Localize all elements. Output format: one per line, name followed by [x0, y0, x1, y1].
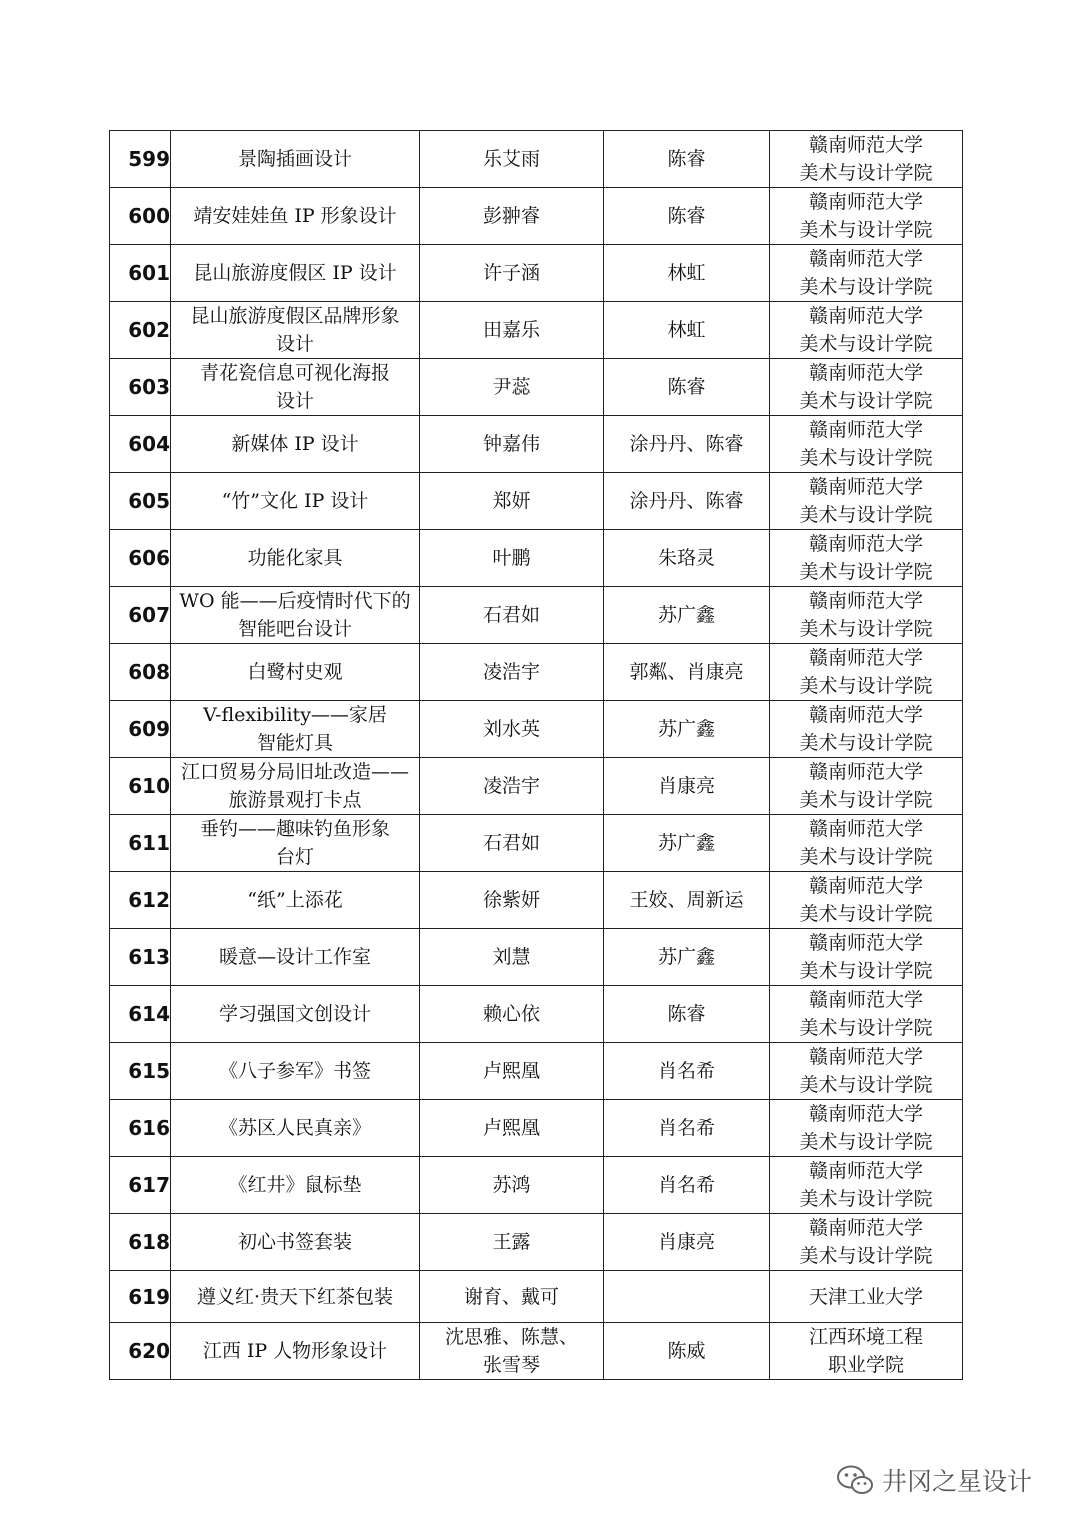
work-title-cell: [171, 302, 420, 359]
work-title-cell: [171, 1100, 420, 1157]
author-names-cell: [420, 644, 604, 701]
school-name: 江西环境工程 职业学院: [808, 1326, 923, 1376]
author-names: 凌浩宇: [482, 775, 540, 797]
work-title-cell: [171, 1323, 420, 1380]
work-title: 垂钓——趣味钓鱼形象 台灯: [199, 818, 390, 868]
work-title: 《红井》鼠标垫: [228, 1174, 362, 1196]
row-number: 600: [128, 204, 170, 228]
row-number-cell: [110, 245, 171, 302]
school-name-cell: [770, 530, 963, 587]
school-name: 赣南师范大学 美术与设计学院: [799, 248, 933, 298]
school-name-cell: [770, 1323, 963, 1380]
advisor-names-cell: [604, 131, 770, 188]
work-title-cell: [171, 872, 420, 929]
school-name-cell: [770, 302, 963, 359]
school-name-cell: [770, 473, 963, 530]
author-names-cell: [420, 530, 604, 587]
table-row: [110, 188, 963, 245]
row-number-cell: [110, 758, 171, 815]
advisor-names: 苏广鑫: [657, 832, 715, 854]
work-title: 昆山旅游度假区品牌形象 设计: [190, 305, 400, 355]
row-number: 609: [128, 717, 170, 741]
table-row: [110, 245, 963, 302]
row-number: 608: [128, 660, 170, 684]
school-name-cell: [770, 245, 963, 302]
work-title-cell: [171, 188, 420, 245]
row-number-cell: [110, 473, 171, 530]
work-title: V-flexibility——家居 智能灯具: [203, 704, 387, 754]
row-number-cell: [110, 815, 171, 872]
author-names: 尹蕊: [492, 376, 531, 398]
school-name: 赣南师范大学 美术与设计学院: [799, 704, 933, 754]
school-name: 赣南师范大学 美术与设计学院: [799, 134, 933, 184]
author-names: 沈思雅、陈慧、 张雪琴: [444, 1326, 578, 1376]
advisor-names: 陈睿: [667, 205, 706, 227]
award-list-table: [109, 130, 963, 1380]
row-number: 612: [128, 888, 170, 912]
school-name: 赣南师范大学 美术与设计学院: [799, 818, 933, 868]
advisor-names: 苏广鑫: [657, 718, 715, 740]
row-number: 614: [128, 1002, 170, 1026]
school-name: 赣南师范大学 美术与设计学院: [799, 1217, 933, 1267]
work-title: 景陶插画设计: [237, 148, 352, 170]
work-title: 功能化家具: [247, 547, 343, 569]
table-row: [110, 929, 963, 986]
advisor-names-cell: [604, 302, 770, 359]
table-row: [110, 473, 963, 530]
row-number: 604: [128, 432, 170, 456]
advisor-names: 陈威: [667, 1340, 706, 1362]
table-row: [110, 986, 963, 1043]
author-names-cell: [420, 872, 604, 929]
advisor-names: 林虹: [667, 262, 706, 284]
watermark-text: 井冈之星设计: [882, 1467, 1033, 1496]
work-title: 靖安娃娃鱼 IP 形象设计: [193, 205, 397, 227]
advisor-names-cell: [604, 473, 770, 530]
author-names: 苏鸿: [492, 1174, 531, 1196]
work-title-cell: [171, 701, 420, 758]
school-name-cell: [770, 872, 963, 929]
work-title-cell: [171, 416, 420, 473]
advisor-names-cell: [604, 644, 770, 701]
work-title: 新媒体 IP 设计: [231, 433, 359, 455]
school-name: 赣南师范大学 美术与设计学院: [799, 476, 933, 526]
author-names-cell: [420, 758, 604, 815]
table-row: [110, 872, 963, 929]
work-title: “纸”上添花: [247, 889, 343, 911]
author-names: 赖心依: [482, 1003, 540, 1025]
row-number-cell: [110, 986, 171, 1043]
advisor-names-cell: [604, 1043, 770, 1100]
table-row: [110, 1043, 963, 1100]
advisor-names: 郭粼、肖康亮: [629, 661, 744, 683]
row-number: 602: [128, 318, 170, 342]
school-name-cell: [770, 131, 963, 188]
advisor-names-cell: [604, 530, 770, 587]
work-title-cell: [171, 1271, 420, 1323]
author-names: 刘慧: [492, 946, 531, 968]
school-name-cell: [770, 188, 963, 245]
work-title-cell: [171, 815, 420, 872]
school-name-cell: [770, 1271, 963, 1323]
row-number: 603: [128, 375, 170, 399]
award-list-body: [110, 131, 963, 1380]
work-title-cell: [171, 1214, 420, 1271]
advisor-names: 王姣、周新运: [629, 889, 744, 911]
advisor-names-cell: [604, 1271, 770, 1323]
school-name-cell: [770, 1214, 963, 1271]
school-name-cell: [770, 1157, 963, 1214]
advisor-names: 朱珞灵: [657, 547, 715, 569]
row-number: 616: [128, 1116, 170, 1140]
advisor-names-cell: [604, 758, 770, 815]
table-row: [110, 1271, 963, 1323]
author-names-cell: [420, 587, 604, 644]
author-names: 乐艾雨: [482, 148, 540, 170]
row-number: 615: [128, 1059, 170, 1083]
advisor-names: 涂丹丹、陈睿: [629, 433, 744, 455]
work-title: 《苏区人民真亲》: [218, 1117, 371, 1139]
author-names-cell: [420, 1323, 604, 1380]
work-title-cell: [171, 530, 420, 587]
school-name-cell: [770, 929, 963, 986]
row-number: 613: [128, 945, 170, 969]
author-names-cell: [420, 929, 604, 986]
advisor-names: 肖康亮: [657, 775, 715, 797]
row-number-cell: [110, 1100, 171, 1157]
row-number-cell: [110, 530, 171, 587]
advisor-names-cell: [604, 815, 770, 872]
row-number: 606: [128, 546, 170, 570]
advisor-names-cell: [604, 416, 770, 473]
author-names: 刘水英: [482, 718, 540, 740]
school-name: 赣南师范大学 美术与设计学院: [799, 191, 933, 241]
school-name-cell: [770, 359, 963, 416]
author-names: 田嘉乐: [482, 319, 540, 341]
advisor-names-cell: [604, 986, 770, 1043]
table-row: [110, 1100, 963, 1157]
school-name-cell: [770, 644, 963, 701]
work-title: WO 能——后疫情时代下的 智能吧台设计: [179, 590, 411, 640]
author-names: 叶鹏: [492, 547, 531, 569]
advisor-names: 肖名希: [657, 1060, 715, 1082]
school-name: 赣南师范大学 美术与设计学院: [799, 932, 933, 982]
work-title: 白鹭村史观: [247, 661, 343, 683]
row-number: 599: [128, 147, 170, 171]
work-title: 暖意—设计工作室: [218, 946, 371, 968]
school-name: 赣南师范大学 美术与设计学院: [799, 989, 933, 1039]
row-number-cell: [110, 1323, 171, 1380]
work-title: 青花瓷信息可视化海报 设计: [199, 362, 390, 412]
work-title-cell: [171, 587, 420, 644]
advisor-names-cell: [604, 929, 770, 986]
author-names-cell: [420, 245, 604, 302]
advisor-names: 涂丹丹、陈睿: [629, 490, 744, 512]
author-names: 王露: [492, 1231, 531, 1253]
advisor-names: 苏广鑫: [657, 604, 715, 626]
row-number: 620: [128, 1339, 170, 1363]
advisor-names-cell: [604, 359, 770, 416]
row-number-cell: [110, 1043, 171, 1100]
author-names-cell: [420, 359, 604, 416]
advisor-names: 陈睿: [667, 376, 706, 398]
advisor-names-cell: [604, 872, 770, 929]
row-number-cell: [110, 872, 171, 929]
author-names-cell: [420, 701, 604, 758]
work-title-cell: [171, 1157, 420, 1214]
watermark: [836, 1458, 1032, 1502]
author-names: 卢熙凰: [482, 1117, 540, 1139]
school-name: 赣南师范大学 美术与设计学院: [799, 1046, 933, 1096]
author-names-cell: [420, 302, 604, 359]
advisor-names-cell: [604, 1157, 770, 1214]
school-name: 赣南师范大学 美术与设计学院: [799, 875, 933, 925]
school-name-cell: [770, 1043, 963, 1100]
work-title: “竹”文化 IP 设计: [221, 490, 369, 512]
work-title-cell: [171, 986, 420, 1043]
author-names: 卢熙凰: [482, 1060, 540, 1082]
author-names-cell: [420, 815, 604, 872]
author-names: 彭翀睿: [482, 205, 540, 227]
wechat-icon: [836, 1464, 874, 1496]
advisor-names: 肖名希: [657, 1174, 715, 1196]
table-row: [110, 701, 963, 758]
author-names-cell: [420, 986, 604, 1043]
table-row: [110, 587, 963, 644]
author-names: 徐紫妍: [482, 889, 540, 911]
author-names-cell: [420, 131, 604, 188]
author-names: 钟嘉伟: [482, 433, 540, 455]
advisor-names: 肖康亮: [657, 1231, 715, 1253]
work-title: 遵义红·贵天下红茶包装: [196, 1285, 394, 1308]
row-number-cell: [110, 701, 171, 758]
school-name: 赣南师范大学 美术与设计学院: [799, 1103, 933, 1153]
row-number: 618: [128, 1230, 170, 1254]
table-row: [110, 1214, 963, 1271]
school-name: 赣南师范大学 美术与设计学院: [799, 1160, 933, 1210]
advisor-names-cell: [604, 1100, 770, 1157]
advisor-names: 林虹: [667, 319, 706, 341]
table-row: [110, 815, 963, 872]
work-title: 《八子参军》书签: [218, 1060, 371, 1082]
work-title-cell: [171, 644, 420, 701]
advisor-names: 陈睿: [667, 148, 706, 170]
row-number: 601: [128, 261, 170, 285]
row-number-cell: [110, 1157, 171, 1214]
school-name: 天津工业大学: [808, 1285, 923, 1308]
work-title-cell: [171, 359, 420, 416]
school-name-cell: [770, 701, 963, 758]
author-names: 石君如: [482, 604, 540, 626]
author-names: 郑妍: [492, 490, 531, 512]
work-title-cell: [171, 758, 420, 815]
advisor-names-cell: [604, 1323, 770, 1380]
table-row: [110, 644, 963, 701]
advisor-names: 陈睿: [667, 1003, 706, 1025]
author-names-cell: [420, 188, 604, 245]
school-name-cell: [770, 416, 963, 473]
school-name: 赣南师范大学 美术与设计学院: [799, 761, 933, 811]
row-number: 610: [128, 774, 170, 798]
author-names-cell: [420, 416, 604, 473]
row-number-cell: [110, 188, 171, 245]
advisor-names: 苏广鑫: [657, 946, 715, 968]
work-title-cell: [171, 929, 420, 986]
author-names: 谢育、戴可: [463, 1285, 559, 1308]
row-number: 619: [128, 1284, 170, 1309]
school-name-cell: [770, 587, 963, 644]
advisor-names-cell: [604, 701, 770, 758]
school-name-cell: [770, 986, 963, 1043]
school-name-cell: [770, 815, 963, 872]
advisor-names: 肖名希: [657, 1117, 715, 1139]
row-number-cell: [110, 416, 171, 473]
row-number-cell: [110, 644, 171, 701]
author-names: 凌浩宇: [482, 661, 540, 683]
work-title: 学习强国文创设计: [218, 1003, 371, 1025]
row-number-cell: [110, 302, 171, 359]
author-names-cell: [420, 1157, 604, 1214]
school-name: 赣南师范大学 美术与设计学院: [799, 362, 933, 412]
row-number-cell: [110, 359, 171, 416]
school-name: 赣南师范大学 美术与设计学院: [799, 647, 933, 697]
row-number: 617: [128, 1173, 170, 1197]
row-number-cell: [110, 131, 171, 188]
row-number-cell: [110, 587, 171, 644]
author-names: 许子涵: [482, 262, 540, 284]
author-names-cell: [420, 1100, 604, 1157]
work-title: 昆山旅游度假区 IP 设计: [193, 262, 397, 284]
work-title-cell: [171, 245, 420, 302]
school-name-cell: [770, 758, 963, 815]
work-title: 初心书签套装: [237, 1231, 352, 1253]
author-names: 石君如: [482, 832, 540, 854]
table-row: [110, 758, 963, 815]
author-names-cell: [420, 1214, 604, 1271]
table-row: [110, 302, 963, 359]
work-title: 江口贸易分局旧址改造—— 旅游景观打卡点: [180, 761, 409, 811]
row-number-cell: [110, 929, 171, 986]
advisor-names-cell: [604, 245, 770, 302]
work-title-cell: [171, 131, 420, 188]
row-number-cell: [110, 1271, 171, 1323]
advisor-names-cell: [604, 188, 770, 245]
table-row: [110, 1157, 963, 1214]
work-title: 江西 IP 人物形象设计: [202, 1340, 388, 1362]
school-name: 赣南师范大学 美术与设计学院: [799, 305, 933, 355]
table-row: [110, 530, 963, 587]
school-name: 赣南师范大学 美术与设计学院: [799, 533, 933, 583]
row-number: 611: [128, 831, 170, 855]
school-name-cell: [770, 1100, 963, 1157]
row-number: 607: [128, 603, 170, 627]
work-title-cell: [171, 473, 420, 530]
school-name: 赣南师范大学 美术与设计学院: [799, 419, 933, 469]
work-title-cell: [171, 1043, 420, 1100]
school-name: 赣南师范大学 美术与设计学院: [799, 590, 933, 640]
advisor-names-cell: [604, 1214, 770, 1271]
author-names-cell: [420, 1043, 604, 1100]
advisor-names-cell: [604, 587, 770, 644]
table-row: [110, 359, 963, 416]
row-number-cell: [110, 1214, 171, 1271]
author-names-cell: [420, 1271, 604, 1323]
table-row: [110, 1323, 963, 1380]
author-names-cell: [420, 473, 604, 530]
table-row: [110, 416, 963, 473]
row-number: 605: [128, 489, 170, 513]
table-row: [110, 131, 963, 188]
